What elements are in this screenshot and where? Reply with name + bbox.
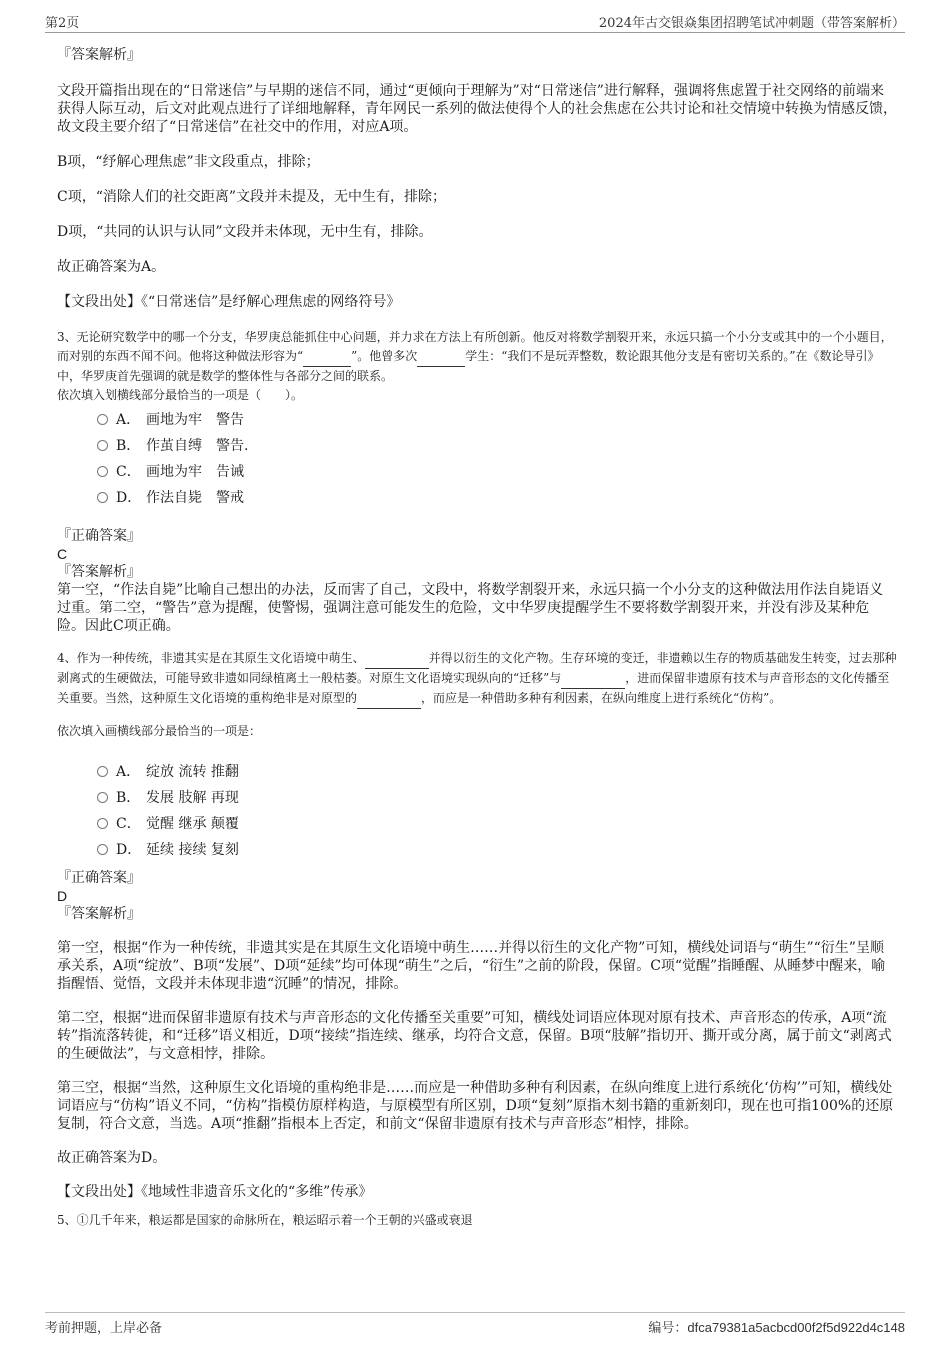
- q2-analysis-para-5: 故正确答案为A。: [57, 259, 166, 275]
- q3-analysis-label: 『答案解析』: [57, 564, 141, 580]
- q3-option-b[interactable]: B． 作茧自缚 警告.: [97, 433, 897, 459]
- radio-icon[interactable]: [97, 440, 108, 451]
- q2-analysis-para-2: B项，“纾解心理焦虑”非文段重点，排除；: [57, 154, 320, 170]
- q4-analysis-para-2: 第二空，根据“进而保留非遗原有技术与声音形态的文化传播至关重要”可知，横线处词语应体现对原有技术、声音形态的传承，A项“流转”指流落转徙，和“迁移”语义相近，D项“接续”指连续、继承，均符合文意，保留。B项“肢解”指切开、撕开或分离，属于前文“剥离式的生硬做法”，与文意相悖，排除。: [57, 1010, 892, 1062]
- q4-stem-part-3: ，进而保留非遗原有技术与声音形态的文化传播至关重要。当然，这种原生文化语境的重构绝非是对原型的: [57, 671, 890, 705]
- q3-prompt: 依次填入划横线部分最恰当的一项是（ ）。: [57, 388, 304, 402]
- q2-analysis-para-1: 文段开篇指出现在的“日常迷信”与早期的迷信不同，通过“更倾向于理解为”对“日常迷信”进行解释，强调将焦虑置于社交网络的前端来获得人际互动，后文对此观点进行了详细地解释，青年网民一系列的做法使得个人的社会焦虑在公共讨论和社交情境中转换为情感反馈，故文段主要介绍了“日常迷信”在社交中的作用，对应A项。: [57, 83, 897, 135]
- q4-correct-answer: D: [57, 888, 68, 904]
- q3-correct-answer: C: [57, 546, 68, 562]
- q4-options: [57, 759, 897, 863]
- q4-blank-3: [357, 689, 421, 709]
- q3-options: [57, 407, 897, 511]
- radio-icon[interactable]: [97, 818, 108, 829]
- q4-option-c[interactable]: C． 觉醒 继承 颠覆: [97, 811, 897, 837]
- q3-correct-label: 『正确答案』: [57, 528, 141, 544]
- q3-blank-1: [303, 347, 351, 367]
- radio-icon[interactable]: [97, 466, 108, 477]
- q4-option-b[interactable]: B． 发展 肢解 再现: [97, 785, 897, 811]
- q2-analysis-para-3: C项，“消除人们的社交距离”文段并未提及，无中生有，排除；: [57, 189, 447, 205]
- radio-icon[interactable]: [97, 766, 108, 777]
- q3-stem: [57, 328, 897, 386]
- q3-stem-part-1: 3、无论研究数学中的哪一个分支，华罗庚总能抓住中心问题，并力求在方法上有所创新。他反对将数学割裂开来，永远只搞一个小分支或其中的一个小题目，而对别的东西不闻不问。他将这种做法形容为“: [57, 330, 893, 363]
- q4-analysis-para-4: 故正确答案为D。: [57, 1150, 167, 1166]
- q4-stem-part-4: ，而应是一种借助多种有利因素，在纵向维度上进行系统化“仿构”。: [421, 691, 782, 705]
- q4-option-a[interactable]: A． 绽放 流转 推翻: [97, 759, 897, 785]
- q2-source: 【文段出处】《“日常迷信”是纾解心理焦虑的网络符号》: [57, 294, 401, 310]
- q3-option-d[interactable]: D． 作法自毙 警戒: [97, 485, 897, 511]
- page-content: [57, 44, 897, 1230]
- q3-option-c[interactable]: C． 画地为牢 告诫: [97, 459, 897, 485]
- document-code: 编号：dfca79381a5acbcd00f2f5d922d4c148: [648, 1320, 905, 1335]
- q4-stem-part-1: 4、作为一种传统，非遗其实是在其原生文化语境中萌生、: [57, 651, 365, 665]
- q5-stem: 5、①几千年来，粮运都是国家的命脉所在，粮运昭示着一个王朝的兴盛或衰退: [57, 1213, 473, 1227]
- footer-slogan: 考前押题，上岸必备: [45, 1321, 163, 1336]
- q4-stem-part-2: 并得以衍生的文化产物。生存环境的变迁，非遗赖以生存的物质基础发生转变，过去那种剥离式的生硬做法，可能导致非遗如同绿植离土一般枯萎。对原生文化语境实现纵向的“迁移”与: [57, 651, 897, 685]
- document-title: 2024年古交银焱集团招聘笔试冲刺题（带答案解析）: [598, 16, 905, 31]
- q4-option-d[interactable]: D． 延续 接续 复刻: [97, 837, 897, 863]
- q4-analysis-label: 『答案解析』: [57, 906, 141, 922]
- q4-source: 【文段出处】《地域性非遗音乐文化的“多维”传承》: [57, 1184, 373, 1200]
- q3-analysis: 第一空，“作法自毙”比喻自己想出的办法，反而害了自己，文段中，将数学割裂开来，永远只搞一个小分支的这种做法用作法自毙语义过重。第二空，“警告”意为提醒，使警惕，强调注意可能发生的危险，文中华罗庚提醒学生不要将数学割裂开来，并没有涉及某种危险。因此C项正确。: [57, 582, 884, 634]
- q3-stem-part-2: ”。他曾多次: [351, 349, 418, 363]
- q4-analysis-para-3: 第三空，根据“当然，这种原生文化语境的重构绝非是……而应是一种借助多种有利因素，在纵向维度上进行系统化‘仿构’”可知，横线处词语应与“仿构”语义不同，“仿构”指模仿原样构造，与原模型有所区别，D项“复刻”原指木刻书籍的重新刻印，现在也可指100%的还原复制，符合文意，当选。A项“推翻”指根本上否定，和前文“保留非遗原有技术与声音形态”相悖，排除。: [57, 1080, 894, 1132]
- q3-option-a[interactable]: A． 画地为牢 警告: [97, 407, 897, 433]
- radio-icon[interactable]: [97, 792, 108, 803]
- q4-blank-2: [561, 669, 625, 689]
- radio-icon[interactable]: [97, 414, 108, 425]
- q3-stem-part-3: 学生：“我们不是玩弄整数，数论跟其他分支是有密切关系的。”在《数论导引》中，华罗庚首先强调的就是数学的整体性与各部分之间的联系。: [57, 349, 880, 383]
- radio-icon[interactable]: [97, 492, 108, 503]
- q2-analysis-label: 『答案解析』: [57, 47, 141, 63]
- page-header: [45, 10, 905, 33]
- q3-blank-2: [417, 347, 465, 367]
- q4-blank-1: [365, 649, 429, 669]
- page-footer: [45, 1312, 905, 1337]
- q4-prompt: 依次填入画横线部分最恰当的一项是：: [57, 724, 262, 738]
- radio-icon[interactable]: [97, 844, 108, 855]
- q4-analysis-para-1: 第一空，根据“作为一种传统，非遗其实是在其原生文化语境中萌生……并得以衍生的文化产物”可知，横线处词语与“萌生”“衍生”呈顺承关系，A项“绽放”、B项“发展”、D项“延续”均可体现“萌生”之后，“衍生”之前的阶段，保留。C项“觉醒”指睡醒、从睡梦中醒来，喻指醒悟、觉悟，文段并未体现非遗“沉睡”的情况，排除。: [57, 940, 886, 992]
- q4-correct-label: 『正确答案』: [57, 870, 141, 886]
- q2-analysis-para-4: D项，“共同的认识与认同”文段并未体现，无中生有，排除。: [57, 224, 433, 240]
- q4-stem: [57, 649, 897, 709]
- page-number: 第2页: [45, 16, 80, 31]
